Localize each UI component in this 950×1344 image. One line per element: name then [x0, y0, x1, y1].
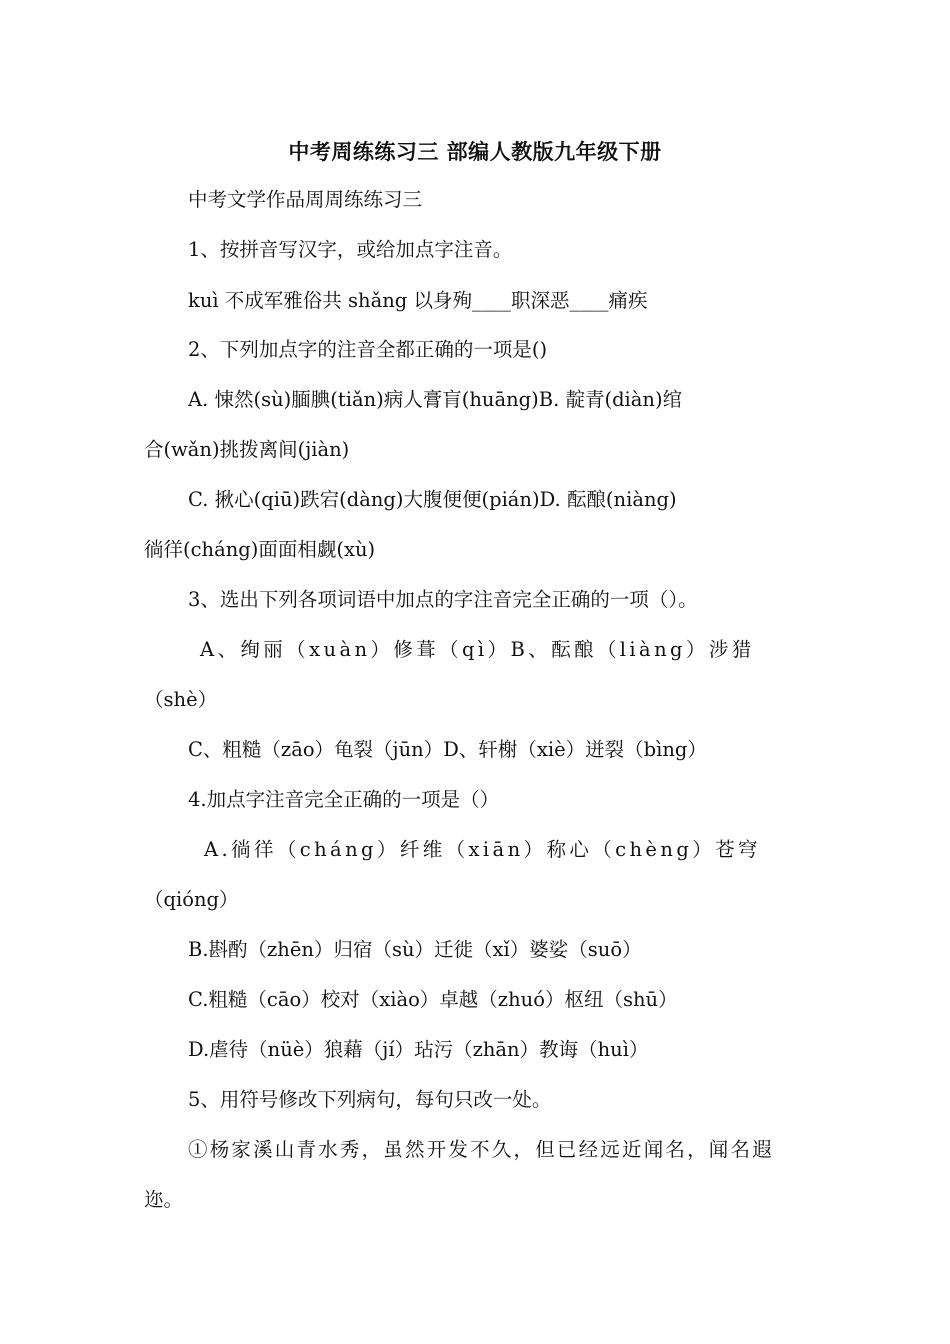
section-subtitle: 中考文学作品周周练练习三 [188, 188, 423, 211]
question-3-options-cd: C、粗糙（zāo）龟裂（jūn）D、轩榭（xiè）迸裂（bìng） [188, 738, 707, 761]
question-2: 2、下列加点字的注音全都正确的一项是() [188, 338, 548, 361]
question-4-option-c: C.粗糙（cāo）校对（xiào）卓越（zhuó）枢纽（shū） [188, 988, 678, 1011]
question-5-sentence-1-cont: 迩。 [144, 1188, 184, 1211]
question-2-options-cd-cont: 徜徉(cháng)面面相觑(xù) [144, 538, 376, 561]
question-4-option-a-cont: （qióng） [144, 888, 239, 911]
question-3-options-ab: A、绚丽（xuàn）修葺（qì）B、酝酿（liàng）涉猎 [200, 638, 755, 661]
question-4-option-a: A.徜徉（cháng）纤维（xiān）称心（chèng）苍穹 [204, 838, 761, 861]
question-3-options-ab-cont: （shè） [144, 688, 218, 711]
question-3: 3、选出下列各项词语中加点的字注音完全正确的一项（）。 [188, 588, 698, 611]
document-title: 中考周练练习三 部编人教版九年级下册 [288, 140, 662, 164]
question-5: 5、用符号修改下列病句，每句只改一处。 [188, 1088, 552, 1111]
question-4: 4.加点字注音完全正确的一项是（） [188, 788, 500, 811]
question-2-options-ab-cont: 合(wǎn)挑拨离间(jiàn) [144, 438, 350, 461]
question-2-options-ab: A. 悚然(sù)腼腆(tiǎn)病人膏肓(huāng)B. 靛青(diàn)绾 [188, 388, 683, 411]
question-2-options-cd: C. 揪心(qiū)跌宕(dàng)大腹便便(pián)D. 酝酿(niàng) [188, 488, 677, 511]
question-4-option-b: B.斟酌（zhēn）归宿（sù）迁徙（xǐ）婆娑（suō） [188, 938, 642, 961]
question-4-option-d: D.虐待（nüè）狼藉（jí）玷污（zhān）教诲（huì） [188, 1038, 649, 1061]
question-1-content: kuì 不成军雅俗共 shǎng 以身殉____职深恶____痛疾 [188, 289, 648, 312]
question-1: 1、按拼音写汉字，或给加点字注音。 [188, 238, 513, 261]
question-5-sentence-1: ①杨家溪山青水秀，虽然开发不久，但已经远近闻名，闻名遐 [188, 1138, 774, 1161]
